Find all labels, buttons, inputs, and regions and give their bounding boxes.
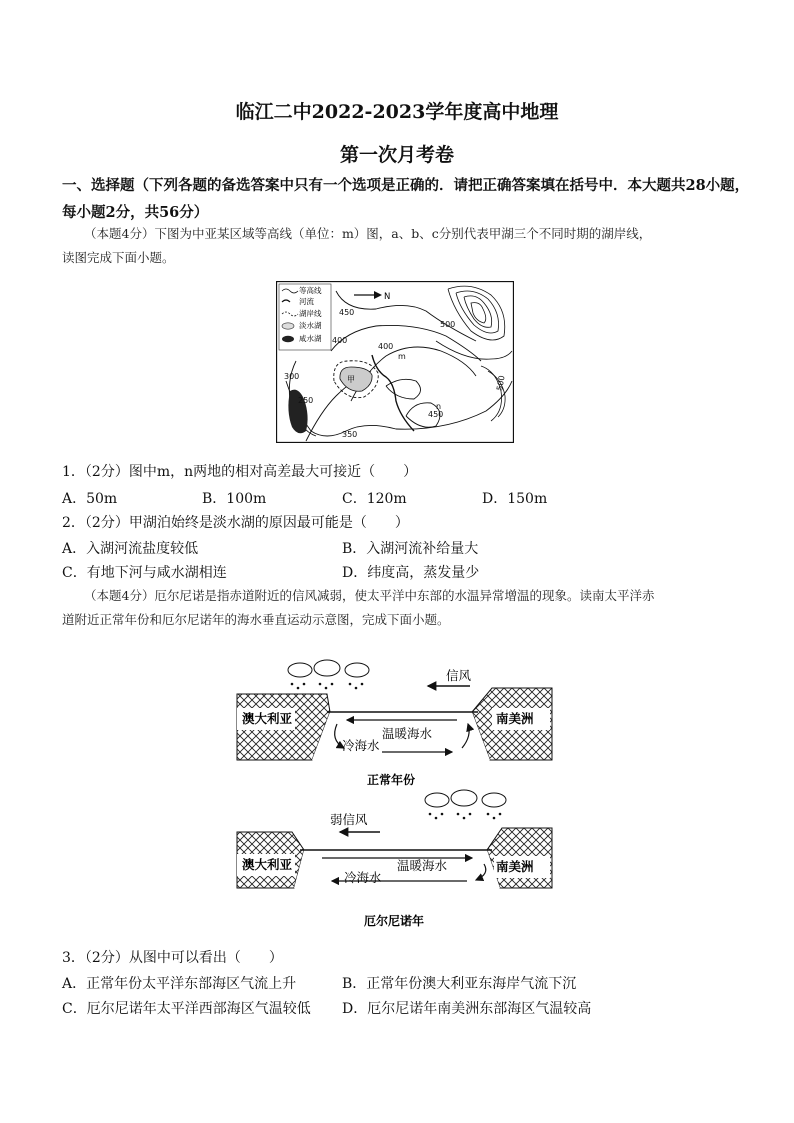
elnino-warm-water-label: 温暖海水: [397, 858, 448, 873]
elnino-year-panel: [237, 790, 552, 928]
intro-elnino-line1: （本题4分）厄尔尼诺是指赤道附近的信风减弱，使太平洋中东部的水温异常增温的现象。读南太平洋赤: [84, 588, 655, 603]
contour-label-350: 350: [342, 430, 358, 439]
intro-contour-line2: 读图完成下面小题。: [62, 250, 175, 265]
contour-label-400-b: 400: [378, 342, 394, 351]
normal-cold-water-label: 冷海水: [342, 738, 380, 753]
lake-jia-label: 甲: [347, 375, 355, 384]
legend-shoreline-label: 湖岸线: [299, 309, 322, 318]
question-3-stem: 3．（2分）从图中可以看出（ ）: [62, 950, 283, 966]
question-3-option-d[interactable]: D．厄尔尼诺年南美洲东部海区气温较高: [342, 1001, 592, 1017]
elnino-year-caption: 厄尔尼诺年: [364, 914, 425, 928]
point-m-label: m: [398, 352, 406, 361]
question-1-option-a[interactable]: A．50m: [62, 491, 118, 507]
rain-cloud-icon: [425, 790, 506, 819]
question-1-option-b[interactable]: B．100m: [202, 491, 267, 507]
section-heading: [62, 172, 762, 226]
page-title: 临江二中2022-2023学年度高中地理: [235, 101, 559, 123]
contour-map: [276, 281, 514, 443]
normal-year-caption: 正常年份: [367, 773, 416, 787]
contour-label-250: 250: [298, 396, 314, 405]
elnino-diagram: [232, 648, 562, 934]
legend-contour-label: 等高线: [299, 286, 322, 295]
point-n-label: n: [436, 402, 442, 411]
question-3-option-a[interactable]: A．正常年份太平洋东部海区气流上升: [62, 976, 297, 992]
elnino-cold-water-label: 冷海水: [344, 870, 382, 885]
elnino-wind-label: 弱信风: [330, 812, 368, 827]
intro-contour-line1: （本题4分）下图为中亚某区域等高线（单位：m）图，a、b、c分别代表甲湖三个不同时期的湖岸线，: [84, 226, 652, 241]
question-2-option-a[interactable]: A．入湖河流盐度较低: [62, 541, 199, 557]
question-3-option-c[interactable]: C．厄尔尼诺年太平洋西部海区气温较低: [62, 1001, 311, 1017]
question-2-option-d[interactable]: D．纬度高，蒸发量少: [342, 565, 480, 581]
contour-label-500-b: 500: [495, 374, 507, 392]
legend-river-label: 河流: [299, 297, 314, 306]
page-subtitle: 第一次月考卷: [339, 144, 454, 166]
question-1-option-c[interactable]: C．120m: [342, 491, 407, 507]
question-3-option-b[interactable]: B．正常年份澳大利亚东海岸气流下沉: [342, 976, 577, 992]
question-2-stem: 2．（2分）甲湖泊始终是淡水湖的原因最可能是（ ）: [62, 515, 409, 531]
question-2-option-b[interactable]: B．入湖河流补给量大: [342, 541, 479, 557]
rain-cloud-icon: [288, 660, 369, 689]
normal-south-america-label: 南美洲: [496, 711, 534, 726]
contour-label-450-b: 450: [428, 410, 444, 419]
legend-saltwater-label: 咸水湖: [299, 334, 322, 343]
normal-wind-label: 信风: [446, 668, 472, 683]
elnino-south-america-label: 南美洲: [496, 859, 534, 874]
section-heading-line1: 一、选择题（下列各题的备选答案中只有一个选项是正确的．请把正确答案填在括号中．本大题共28小题，: [62, 177, 750, 194]
intro-elnino-line2: 道附近正常年份和厄尔尼诺年的海水垂直运动示意图，完成下面小题。: [62, 612, 450, 627]
contour-label-400-a: 400: [332, 336, 348, 345]
question-2-option-c[interactable]: C．有地下河与咸水湖相连: [62, 565, 227, 581]
elnino-australia-label: 澳大利亚: [242, 857, 293, 872]
map-legend: [279, 284, 331, 350]
contour-label-500: 500: [440, 320, 456, 329]
contour-label-450: 450: [339, 308, 355, 317]
contour-label-300: 300: [284, 372, 300, 381]
intro-elnino: [62, 584, 742, 632]
normal-warm-water-label: 温暖海水: [382, 726, 433, 741]
normal-year-panel: [237, 660, 552, 787]
question-1-option-d[interactable]: D．150m: [482, 491, 548, 507]
north-label: N: [384, 292, 391, 302]
section-heading-line2: 每小题2分，共56分）: [62, 204, 209, 221]
intro-contour: [62, 222, 742, 270]
question-1-stem: 1．（2分）图中m，n两地的相对高差最大可接近（ ）: [62, 464, 418, 480]
normal-australia-label: 澳大利亚: [242, 711, 293, 726]
legend-freshwater-label: 淡水湖: [299, 321, 322, 330]
